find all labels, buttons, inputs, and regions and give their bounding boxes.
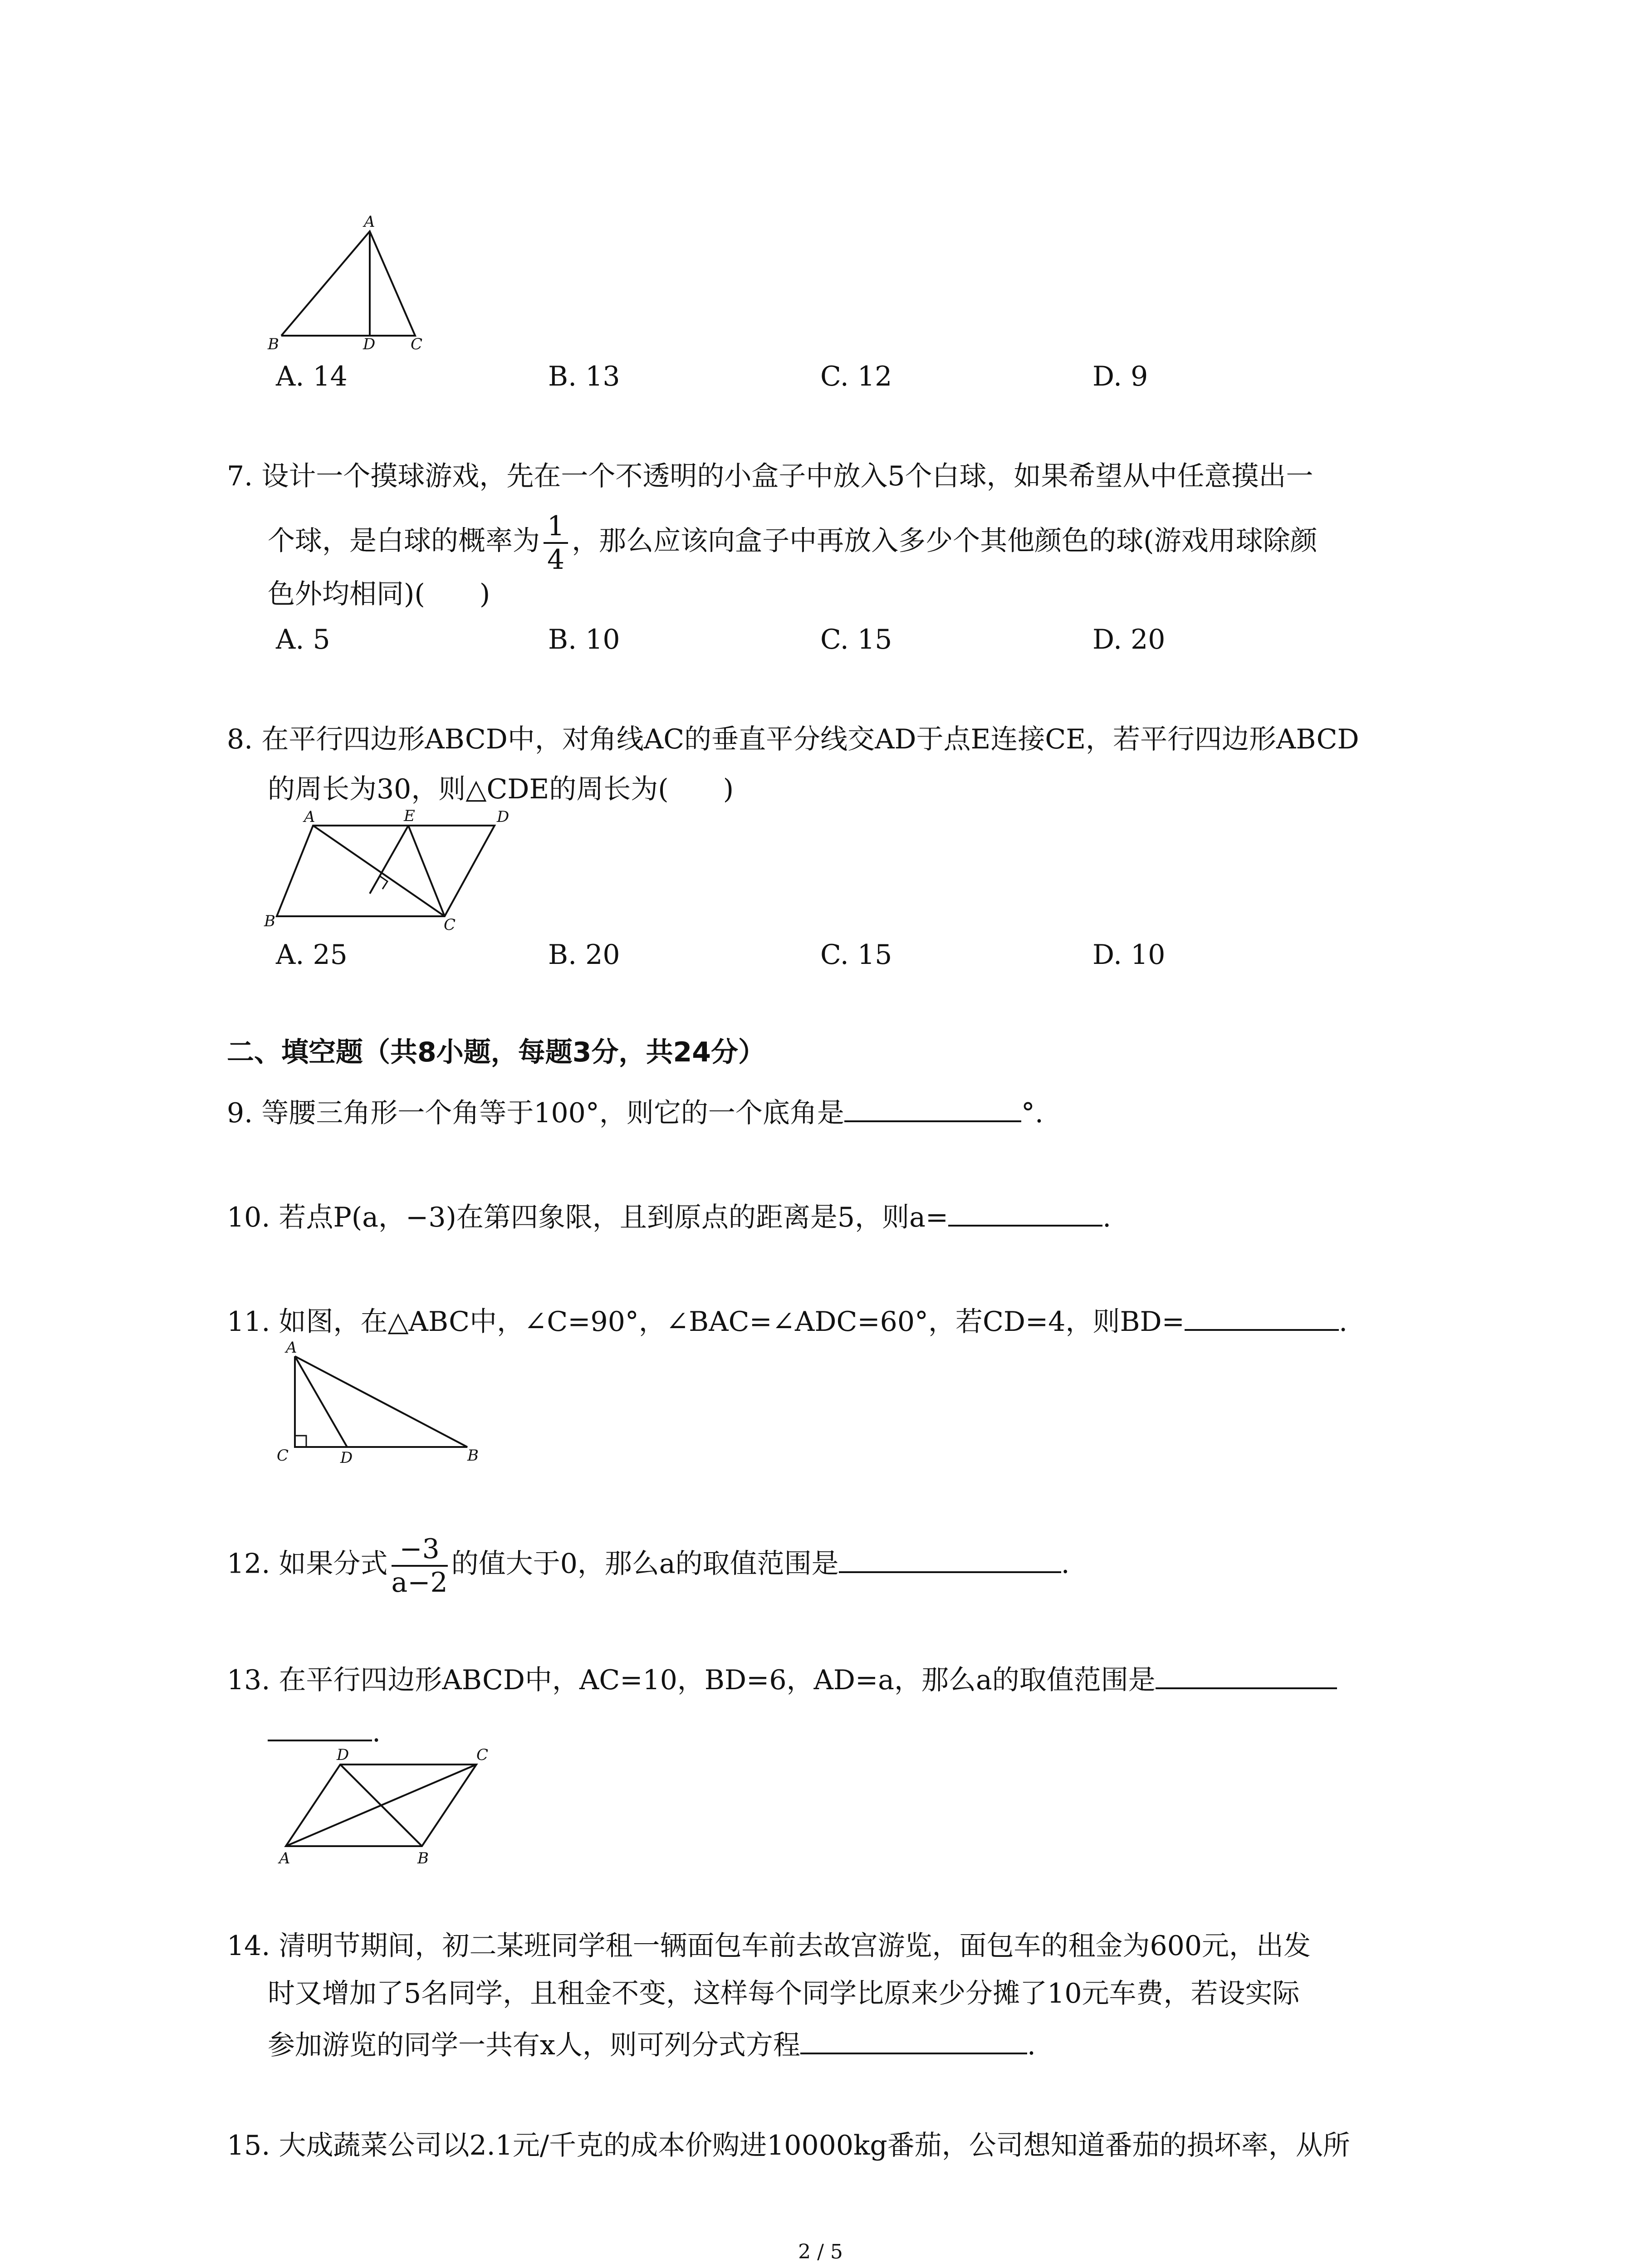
q14-answer-blank[interactable]: [800, 2025, 1027, 2054]
q12-fraction-num: −3: [392, 1533, 448, 1567]
q14-line1: 14. 清明节期间，初二某班同学租一辆面包车前去故宫游览，面包车的租金为600元，出发: [227, 1930, 1311, 1962]
q8-line2: 的周长为30，则△CDE的周长为( ): [268, 773, 734, 805]
q12-answer-blank[interactable]: [839, 1544, 1061, 1573]
q7-option-d: D. 20: [1092, 624, 1166, 655]
q13-label-c: C: [476, 1746, 489, 1764]
q13-label-a: A: [279, 1849, 290, 1867]
q8-label-a: A: [304, 808, 315, 826]
q9-answer-blank[interactable]: [844, 1093, 1021, 1122]
q10-answer-blank[interactable]: [948, 1198, 1102, 1227]
q14-line2: 时又增加了5名同学，且租金不变，这样每个同学比原来少分摊了10元车费，若设实际: [268, 1978, 1300, 2009]
q7-fraction: [544, 510, 568, 576]
q14-after: .: [1027, 2029, 1036, 2061]
q6-option-c: C. 12: [820, 361, 892, 392]
q7-line2: [268, 510, 1318, 576]
q8-option-a: A. 25: [276, 939, 348, 971]
q13-parallelogram-figure: [263, 1742, 508, 1878]
q7-option-b: B. 10: [548, 624, 620, 655]
q12-line: [227, 1533, 1070, 1598]
q11-line: [227, 1302, 1347, 1340]
q9-text: 9. 等腰三角形一个角等于100°，则它的一个底角是: [227, 1097, 844, 1129]
q11-label-a: A: [286, 1339, 297, 1357]
q6-option-d: D. 9: [1092, 361, 1148, 392]
q12-fraction-den: a−2: [391, 1567, 448, 1598]
q11-label-b: B: [467, 1447, 479, 1465]
q8-label-b: B: [264, 912, 275, 930]
q11-text: 11. 如图，在△ABC中，∠C=90°，∠BAC=∠ADC=60°，若CD=4，则BD=: [227, 1306, 1185, 1338]
q13-after: .: [372, 1716, 381, 1748]
q13-text: 13. 在平行四边形ABCD中，AC=10，BD=6，AD=a，那么a的取值范围是: [227, 1664, 1156, 1696]
q6-label-b: B: [268, 335, 279, 353]
q7-fraction-den: 4: [547, 544, 565, 576]
q7-line2-before: 个球，是白球的概率为: [268, 525, 540, 557]
q8-label-d: D: [497, 808, 509, 826]
q6-triangle-figure: [263, 213, 445, 358]
q8-option-d: D. 10: [1092, 939, 1166, 971]
q11-label-c: C: [277, 1447, 289, 1465]
q13-answer-blank-1[interactable]: [1156, 1660, 1337, 1689]
q6-label-c: C: [411, 335, 423, 353]
q11-label-d: D: [340, 1449, 353, 1467]
q7-line2-after: ，那么应该向盒子中再放入多少个其他颜色的球(游戏用球除颜: [572, 525, 1318, 557]
q12-after: .: [1061, 1548, 1070, 1580]
q11-triangle-figure: [268, 1338, 495, 1474]
q8-option-b: B. 20: [548, 939, 620, 971]
q6-option-a: A. 14: [276, 361, 348, 392]
q10-text: 10. 若点P(a，−3)在第四象限，且到原点的距离是5，则a=: [227, 1202, 949, 1233]
q14-line3: [268, 2025, 1036, 2063]
q6-label-d: D: [363, 335, 376, 353]
q12-fraction: [392, 1533, 448, 1598]
q9-after: °.: [1021, 1097, 1043, 1129]
q8-label-e: E: [404, 807, 415, 825]
q13-label-b: B: [417, 1849, 429, 1867]
q13-answer-blank-2[interactable]: [268, 1712, 372, 1741]
q11-answer-blank[interactable]: [1185, 1302, 1339, 1331]
q11-after: .: [1338, 1306, 1348, 1338]
q7-fraction-num: 1: [544, 510, 568, 544]
q7-line1: 7. 设计一个摸球游戏，先在一个不透明的小盒子中放入5个白球，如果希望从中任意摸出一: [227, 460, 1313, 492]
q10-after: .: [1102, 1202, 1112, 1233]
q8-label-c: C: [444, 916, 456, 934]
q7-option-c: C. 15: [820, 624, 892, 655]
q14-line3-text: 参加游览的同学一共有x人，则可列分式方程: [268, 2029, 800, 2061]
section2-heading: 二、填空题（共8小题，每题3分，共24分）: [227, 1036, 765, 1068]
q8-parallelogram-figure: [259, 807, 513, 943]
q12-mid: 的值大于0，那么a的取值范围是: [451, 1548, 839, 1580]
q12-text: 12. 如果分式: [227, 1548, 388, 1580]
q7-line3: 色外均相同)( ): [268, 578, 490, 610]
q15-line1: 15. 大成蔬菜公司以2.1元/千克的成本价购进10000kg番茄，公司想知道番茄的损坏率，从所: [227, 2130, 1350, 2161]
q13-line1: [227, 1660, 1337, 1698]
q13-label-d: D: [337, 1746, 349, 1764]
page-number: 2 / 5: [798, 2240, 843, 2263]
q8-option-c: C. 15: [820, 939, 892, 971]
q8-line1: 8. 在平行四边形ABCD中，对角线AC的垂直平分线交AD于点E连接CE，若平行四边形ABCD: [227, 723, 1359, 755]
q7-option-a: A. 5: [276, 624, 330, 655]
q6-option-b: B. 13: [548, 361, 620, 392]
q6-label-a: A: [364, 213, 375, 231]
q9-line: [227, 1093, 1043, 1131]
q10-line: [227, 1198, 1111, 1236]
